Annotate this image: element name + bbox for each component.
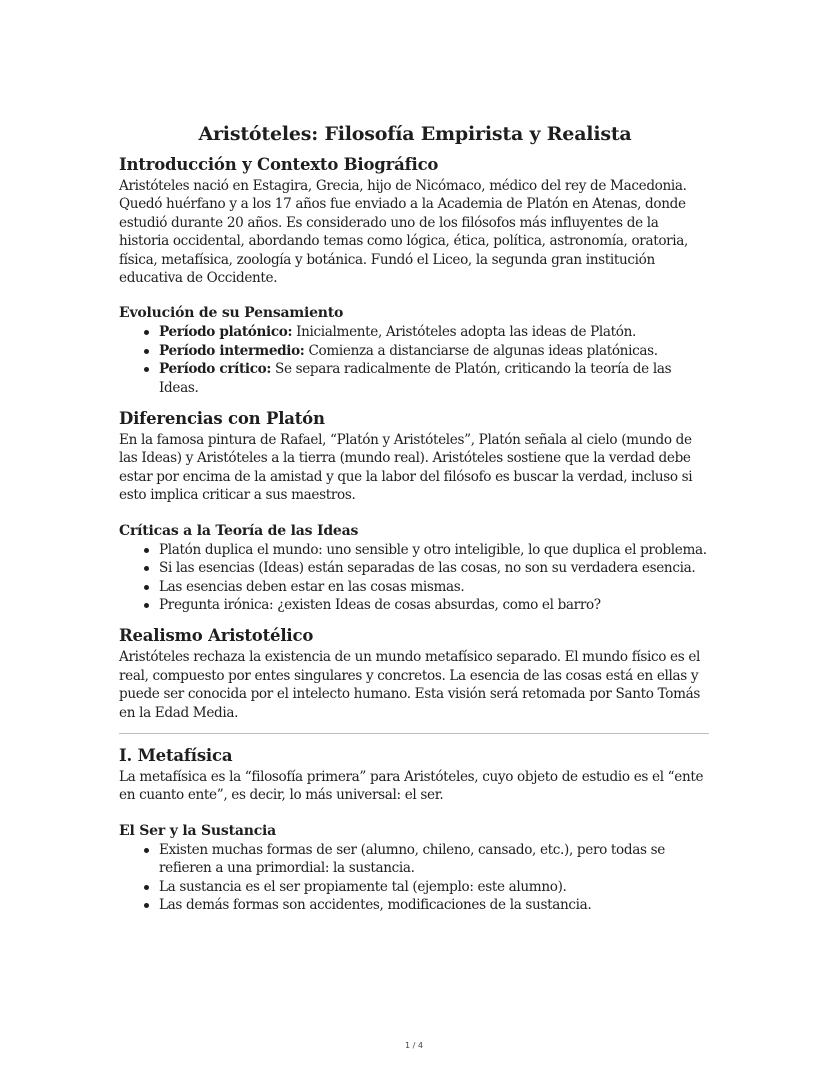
critiques-list	[119, 541, 711, 615]
list-item: Si las esencias (Ideas) están separadas de las cosas, no son su verdadera esencia.	[159, 559, 711, 577]
list-item: Platón duplica el mundo: uno sensible y otro inteligible, lo que duplica el problema.	[159, 541, 711, 559]
list-item-text: Comienza a distanciarse de algunas ideas platónicas.	[304, 342, 658, 359]
list-item: Las esencias deben estar en las cosas mismas.	[159, 578, 711, 596]
document-title: Aristóteles: Filosofía Empirista y Realista	[198, 123, 632, 145]
realism-paragraph: Aristóteles rechaza la existencia de un mundo metafísico separado. El mundo físico es el real, compuesto por entes singulares y concretos. La esencia de las cosas está en ellas y puede ser conocida por el intelecto humano. Esta visión será retomada por Santo Tomás en la Edad Media.	[119, 649, 701, 721]
evolution-list	[119, 323, 711, 397]
section-divider	[119, 733, 709, 734]
section-heading-intro: Introducción y Contexto Biográfico	[119, 155, 439, 174]
list-item	[159, 342, 711, 360]
list-item: La sustancia es el ser propiamente tal (ejemplo: este alumno).	[159, 878, 711, 896]
list-item: Existen muchas formas de ser (alumno, chileno, cansado, etc.), pero todas se refieren a una primordial: la sustancia.	[159, 841, 711, 878]
list-item-text: Inicialmente, Aristóteles adopta las ideas de Platón.	[292, 324, 636, 341]
subsection-heading-critiques: Críticas a la Teoría de las Ideas	[119, 522, 359, 539]
list-item	[159, 360, 711, 397]
subsection-heading-being: El Ser y la Sustancia	[119, 822, 277, 839]
page-indicator: 1 / 4	[405, 1041, 423, 1050]
section-heading-metaphysics: I. Metafísica	[119, 745, 233, 765]
being-list	[119, 841, 711, 915]
section-heading-realism: Realismo Aristotélico	[119, 626, 314, 646]
metaphysics-paragraph: La metafísica es la “filosofía primera” para Aristóteles, cuyo objeto de estudio es el “ente en cuanto ente”, es decir, lo más universal: el ser.	[119, 768, 704, 804]
list-item-term: Período crítico:	[159, 361, 272, 378]
document-page	[119, 121, 711, 914]
list-item: Las demás formas son accidentes, modificaciones de la sustancia.	[159, 896, 711, 914]
list-item: Pregunta irónica: ¿existen Ideas de cosas absurdas, como el barro?	[159, 596, 711, 614]
list-item	[159, 323, 711, 341]
list-item-term: Período platónico:	[159, 324, 293, 341]
list-item-term: Período intermedio:	[159, 342, 305, 359]
subsection-heading-evolution: Evolución de su Pensamiento	[119, 305, 344, 322]
intro-paragraph: Aristóteles nació en Estagira, Grecia, hijo de Nicómaco, médico del rey de Macedonia. Quedó huérfano y a los 17 años fue enviado a la Academia de Platón en Atenas, donde estudió durante 20 años. Es considerado uno de los filósofos más influyentes de la historia occidental, abordando temas como lógica, ética, política, astronomía, oratoria, física, metafísica, zoología y botánica. Fundó el Liceo, la segunda gran institución educativa de Occidente.	[119, 178, 689, 287]
section-heading-differences: Diferencias con Platón	[119, 409, 325, 429]
list-item-text: Se separa radicalmente de Platón, criticando la teoría de las Ideas.	[159, 361, 672, 396]
differences-paragraph: En la famosa pintura de Rafael, “Platón y Aristóteles”, Platón señala al cielo (mundo de las Ideas) y Aristóteles a la tierra (mundo real). Aristóteles sostiene que la verdad debe estar por encima de la amistad y que la labor del filósofo es buscar la verdad, incluso si esto implica criticar a sus maestros.	[119, 432, 693, 504]
